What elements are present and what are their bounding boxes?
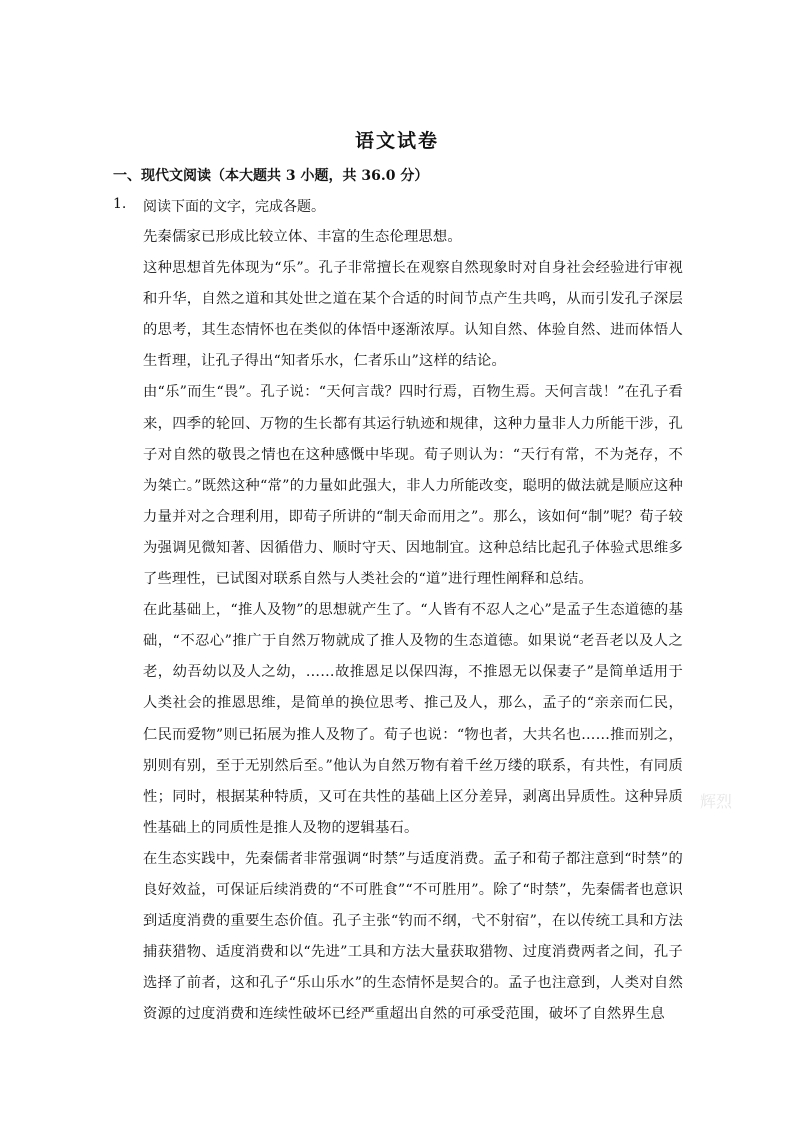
- passage-paragraph-3: 由“乐”而生“畏”。孔子说：“天何言哉？四时行焉，百物生焉。天何言哉！”在孔子看来，四季的轮回、万物的生长都有其运行轨迹和规律，这种力量非人力所能干涉，孔子对自然的敬畏之情也在这种感慨中毕现。荀子则认为：“天行有常，不为尧存，不为桀亡。”既然这种“常”的力量如此强大，非人力所能改变，聪明的做法就是顺应这种力量并对之合理利用，即荀子所讲的“制天命而用之”。那么，该如何“制”呢？荀子较为强调见微知著、因循借力、顺时守天、因地制宜。这种总结比起孔子体验式思维多了些理性，已试图对联系自然与人类社会的“道”进行理性阐释和总结。: [143, 384, 683, 588]
- passage-paragraph-5: 在生态实践中，先秦儒者非常强调“时禁”与适度消费。孟子和荀子都注意到“时禁”的良好效益，可保证后续消费的“不可胜食”“不可胜用”。除了“时禁”，先秦儒者也意识到适度消费的重要生态价值。孔子主张“钓而不纲，弋不射宿”，在以传统工具和方法捕获猎物、适度消费和以“先进”工具和方法大量获取猎物、过度消费两者之间，孔子选择了前者，这和孔子“乐山乐水”的生态情怀是契合的。孟子也注意到，人类对自然资源的过度消费和连续性破坏已经严重超出自然的可承受范围，破坏了自然界生息: [143, 850, 683, 1023]
- watermark: 辉烈: [700, 792, 733, 811]
- reading-passage: [143, 222, 683, 1030]
- passage-paragraph-1: 先秦儒家已形成比较立体、丰富的生态伦理思想。: [143, 229, 462, 245]
- passage-paragraph-4: 在此基础上，“推人及物”的思想就产生了。“人皆有不忍人之心”是孟子生态道德的基础，“不忍心”推广于自然万物就成了推人及物的生态道德。如果说“老吾老以及人之老，幼吾幼以及人之幼，……故推恩足以保四海，不推恩无以保妻子”是简单适用于人类社会的推恩思维，是简单的换位思考、推己及人，那么，孟子的“亲亲而仁民，仁民而爱物”则已拓展为推人及物了。荀子也说：“物也者，大共名也……推而别之，别则有别，至于无别然后至。”他认为自然万物有着千丝万缕的联系，有共性，有同质性；同时，根据某种特质，又可在共性的基础上区分差异，剥离出异质性。这种异质性基础上的同质性是推人及物的逻辑基石。: [143, 602, 683, 836]
- page-title: 语文试卷: [354, 130, 439, 152]
- passage-paragraph-2: 这种思想首先体现为“乐”。孔子非常擅长在观察自然现象时对自身社会经验进行审视和升华，自然之道和其处世之道在某个合适的时间节点产生共鸣，从而引发孔子深层的思考，其生态情怀也在类似的体悟中逐渐浓厚。认知自然、体验自然、进而体悟人生哲理，让孔子得出“知者乐水，仁者乐山”这样的结论。: [143, 260, 683, 370]
- section-heading: 一、现代文阅读（本大题共 3 小题，共 36.0 分）: [113, 168, 429, 184]
- question-number: 1.: [113, 196, 127, 212]
- question-instruction: 阅读下面的文字，完成各题。: [143, 199, 325, 215]
